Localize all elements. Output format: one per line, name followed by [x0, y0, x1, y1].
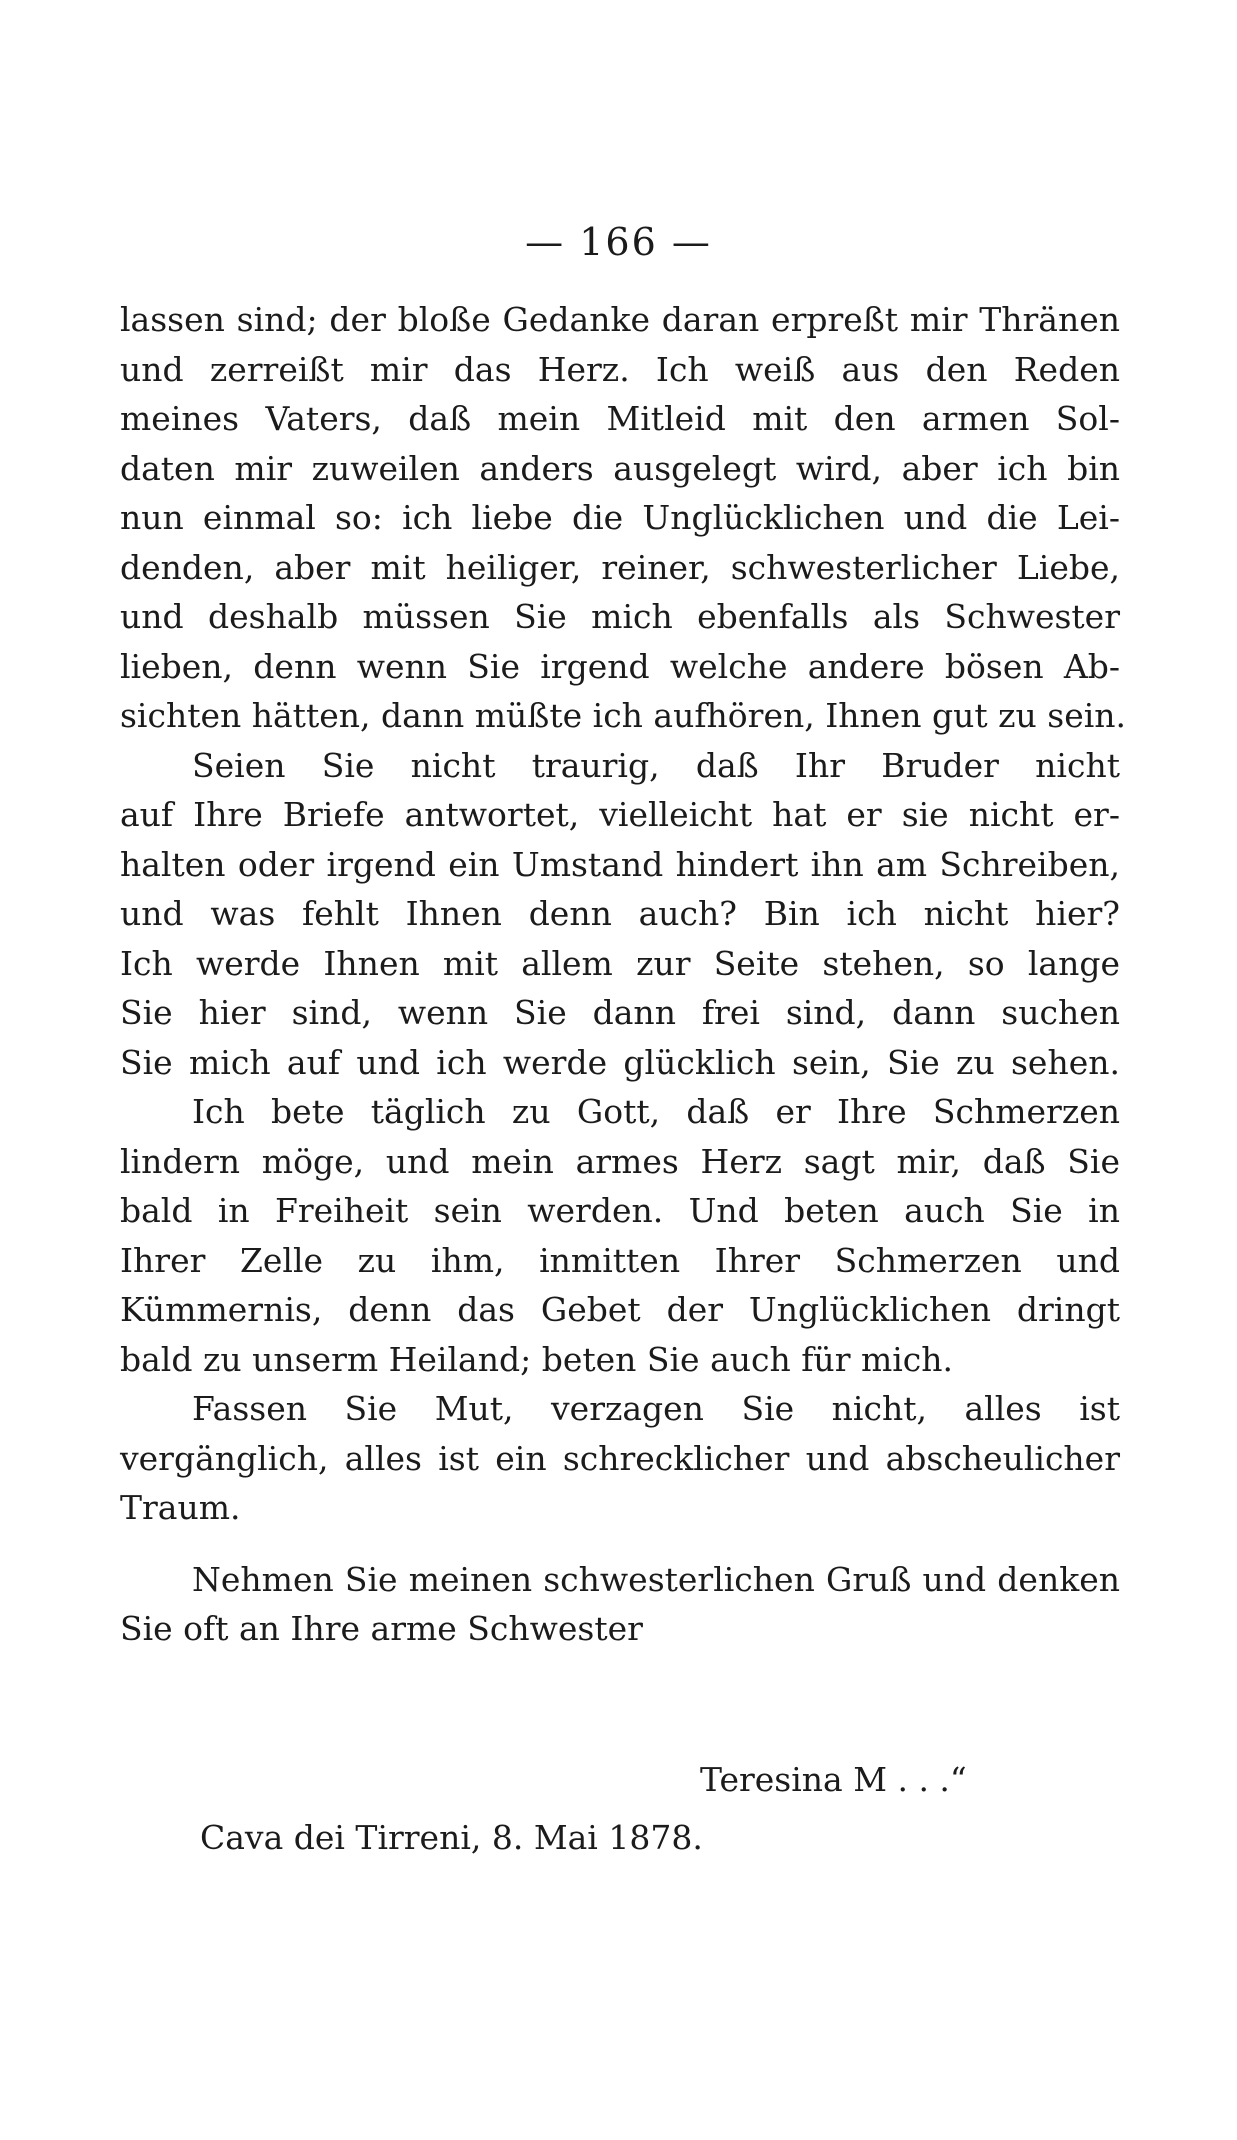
text-line: Sie oft an Ihre arme Schwester: [120, 1609, 643, 1648]
text-line: Ich werde Ihnen mit allem zur Seite stehen, so lange: [120, 943, 1120, 983]
text-line: Sie mich auf und ich werde glücklich sein, Sie zu sehen.: [120, 1042, 1120, 1082]
text-line: Sie hier sind, wenn Sie dann frei sind, dann suchen: [120, 993, 1120, 1032]
text-line: meines Vaters, daß mein Mitleid mit den armen Sol-: [120, 399, 1120, 438]
text-line: Ihrer Zelle zu ihm, inmitten Ihrer Schmerzen und: [120, 1240, 1120, 1280]
text-line: und was fehlt Ihnen denn auch? Bin ich nicht hier?: [120, 894, 1120, 933]
text-line: Fassen Sie Mut, verzagen Sie nicht, alles ist: [192, 1389, 1120, 1428]
page-number: — 166 —: [525, 220, 712, 264]
text-line: Traum.: [120, 1488, 241, 1527]
text-line: und zerreißt mir das Herz. Ich weiß aus den Reden: [120, 349, 1120, 389]
text-line: bald zu unserm Heiland; beten Sie auch für mich.: [120, 1339, 954, 1379]
text-line: nun einmal so: ich liebe die Unglücklichen und die Lei-: [120, 498, 1120, 537]
text-line: vergänglich, alles ist ein schrecklicher und abscheulicher: [120, 1438, 1120, 1478]
text-line: Ich bete täglich zu Gott, daß er Ihre Schmerzen: [192, 1092, 1120, 1131]
signature: Teresina M . . .“: [700, 1760, 967, 1799]
text-line: halten oder irgend ein Umstand hindert ihn am Schreiben,: [120, 844, 1120, 884]
text-line: Seien Sie nicht traurig, daß Ihr Bruder nicht: [192, 745, 1120, 785]
letter-body: [120, 295, 1127, 1654]
text-line: lindern möge, und mein armes Herz sagt mir, daß Sie: [120, 1141, 1120, 1181]
text-line: denden, aber mit heiliger, reiner, schwesterlicher Liebe,: [120, 547, 1120, 587]
place-date: Cava dei Tirreni, 8. Mai 1878.: [200, 1818, 703, 1857]
text-line: daten mir zuweilen anders ausgelegt wird, aber ich bin: [120, 448, 1120, 488]
text-line: Kümmernis, denn das Gebet der Unglücklichen dringt: [120, 1290, 1120, 1329]
text-line: sichten hätten, dann müßte ich aufhören, Ihnen gut zu sein.: [120, 696, 1127, 735]
text-line: bald in Freiheit sein werden. Und beten auch Sie in: [120, 1191, 1120, 1230]
text-line: Nehmen Sie meinen schwesterlichen Gruß und denken: [192, 1559, 1120, 1599]
text-line: lieben, denn wenn Sie irgend welche andere bösen Ab-: [120, 646, 1120, 686]
text-line: lassen sind; der bloße Gedanke daran erpreßt mir Thränen: [120, 300, 1120, 339]
text-line: auf Ihre Briefe antwortet, vielleicht hat er sie nicht er-: [120, 795, 1120, 834]
text-line: und deshalb müssen Sie mich ebenfalls als Schwester: [120, 597, 1120, 636]
paragraph-gap: [120, 1533, 1120, 1555]
